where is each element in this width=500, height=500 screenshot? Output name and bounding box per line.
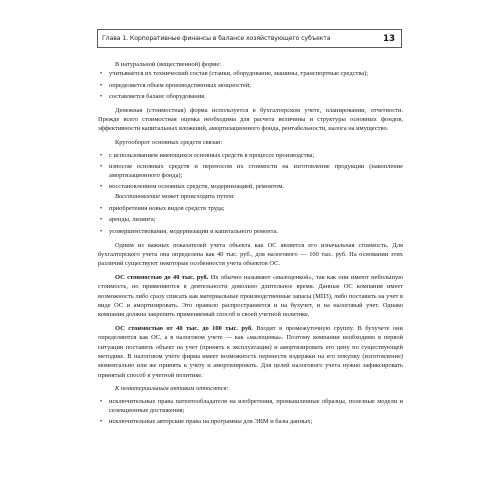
bullet-icon: •: [100, 227, 103, 235]
list-item: • составляется баланс оборудования.: [100, 92, 206, 100]
bullet-icon: •: [100, 205, 103, 213]
chapter-title: Глава 1. Корпоративные финансы в балансе хозяйствующего субъекта: [102, 35, 331, 42]
restoration-term: Восстановление: [115, 192, 161, 200]
running-header: [97, 29, 402, 48]
list-item: • усовершенствования, модернизации и капитального ремонта.: [100, 227, 278, 235]
bullet-icon: •: [100, 81, 103, 89]
list-item: • исключительные авторские права на программы для ЭВМ и базы данных;: [100, 418, 313, 426]
os-under-40k-heading: ОС стоимостью до 40 тыс. руб.: [115, 274, 209, 282]
bullet-icon: •: [100, 216, 103, 224]
paragraph-monetary-form: Денежная (стоимостная) форма используется в бухгалтерском учете, планировании, отчетности. Прежде всего стоимостная оценка необходима для расчета величины и структуры основных фондов, эффективности капитальных вложений, амортизационного фонда, рентабельности, налога на имущество.: [98, 106, 403, 133]
page-body: [98, 60, 403, 427]
bullet-icon: •: [100, 70, 103, 78]
bullet-icon: •: [100, 162, 103, 170]
paragraph-os-under-40k: ОС стоимостью до 40 тыс. руб. Их обычно называют «малоценкой», так как они имеют небольшую стоимость, но применяются в деятельности довольно длительное время. Данные ОС компания имеет возможность либо сразу списать как материальные производственные запасы (МПЗ), либо поставить на учет в виде ОС и амортизировать. Это правило распространяется и на бухучет, и на налоговый учет. Однако компания должна закрепить применяемый способ в своей учетной политике.: [98, 274, 404, 319]
list-item: • исключительные права патентообладателя на изобретения, промышленные образцы, полезные модели и селекционные достижения;: [100, 397, 403, 415]
paragraph-os-40k-100k: ОС стоимостью от 40 тыс. до 100 тыс. руб. Входят в промежуточную группу. В бухучете они определяются как ОС, а в налоговом учете — как «малоценка». Поэтому компании необходимо в первой ситуации поставить объект на учет (принять к эксплуатации) и амортизировать его цену по существующей методике. В налоговом учете фирма имеет возможность перенести издержки на его покупку (изготовление) моментально или же принять к учету и амортизировать. Для целей налогового учета нужно зафиксировать принятый способ в учетной политике.: [98, 325, 404, 379]
bullet-icon: •: [100, 397, 103, 405]
list-intangible-assets: [98, 397, 403, 427]
list-item: • восстановлением основных средств, модернизацией, ремонтом.: [100, 183, 285, 191]
list-item: • приобретения новых видов средств труда;: [100, 205, 225, 213]
bullet-icon: •: [100, 183, 103, 191]
paragraph-initial-cost: Одним из важных показателей учета объекта как ОС является его изначальная стоимость. Для бухгалтерского учета она определена как 40 тыс. руб., для налогового — 100 тыс. руб. На основании этих различий существуют некоторые особенности учета объектов ОС.: [98, 241, 403, 268]
paragraph-intangible-assets: К нематериальным активам относятся:: [115, 385, 229, 393]
list-item: • износом основных средств и переносом их стоимости на изготовление продукции (накопление амортизационного фонда);: [100, 162, 403, 180]
page-number: 13: [383, 33, 395, 44]
paragraph-natural-form: В натуральной (вещественной) форме:: [115, 61, 222, 68]
list-item: • определяется объем производственных мощностей;: [100, 81, 251, 89]
list-natural-form: [98, 69, 403, 101]
paragraph-circulation: Кругооборот основных средств связан:: [115, 139, 223, 147]
list-circulation: [98, 151, 403, 192]
os-40k-100k-heading: ОС стоимостью от 40 тыс. до 100 тыс. руб.: [115, 325, 253, 333]
list-item: • с использованием имеющихся основных средств в процессе производства;: [100, 151, 315, 159]
bullet-icon: •: [100, 418, 103, 426]
list-item: • аренды, лизинга;: [100, 216, 156, 224]
list-item: • учитывается их технический состав (станки, оборудование, машины, транспортные средства);: [100, 70, 369, 78]
paragraph-restoration: Восстановление может происходить путем:: [115, 192, 235, 200]
list-restoration: [98, 204, 403, 236]
bullet-icon: •: [100, 92, 103, 100]
bullet-icon: •: [100, 151, 103, 159]
